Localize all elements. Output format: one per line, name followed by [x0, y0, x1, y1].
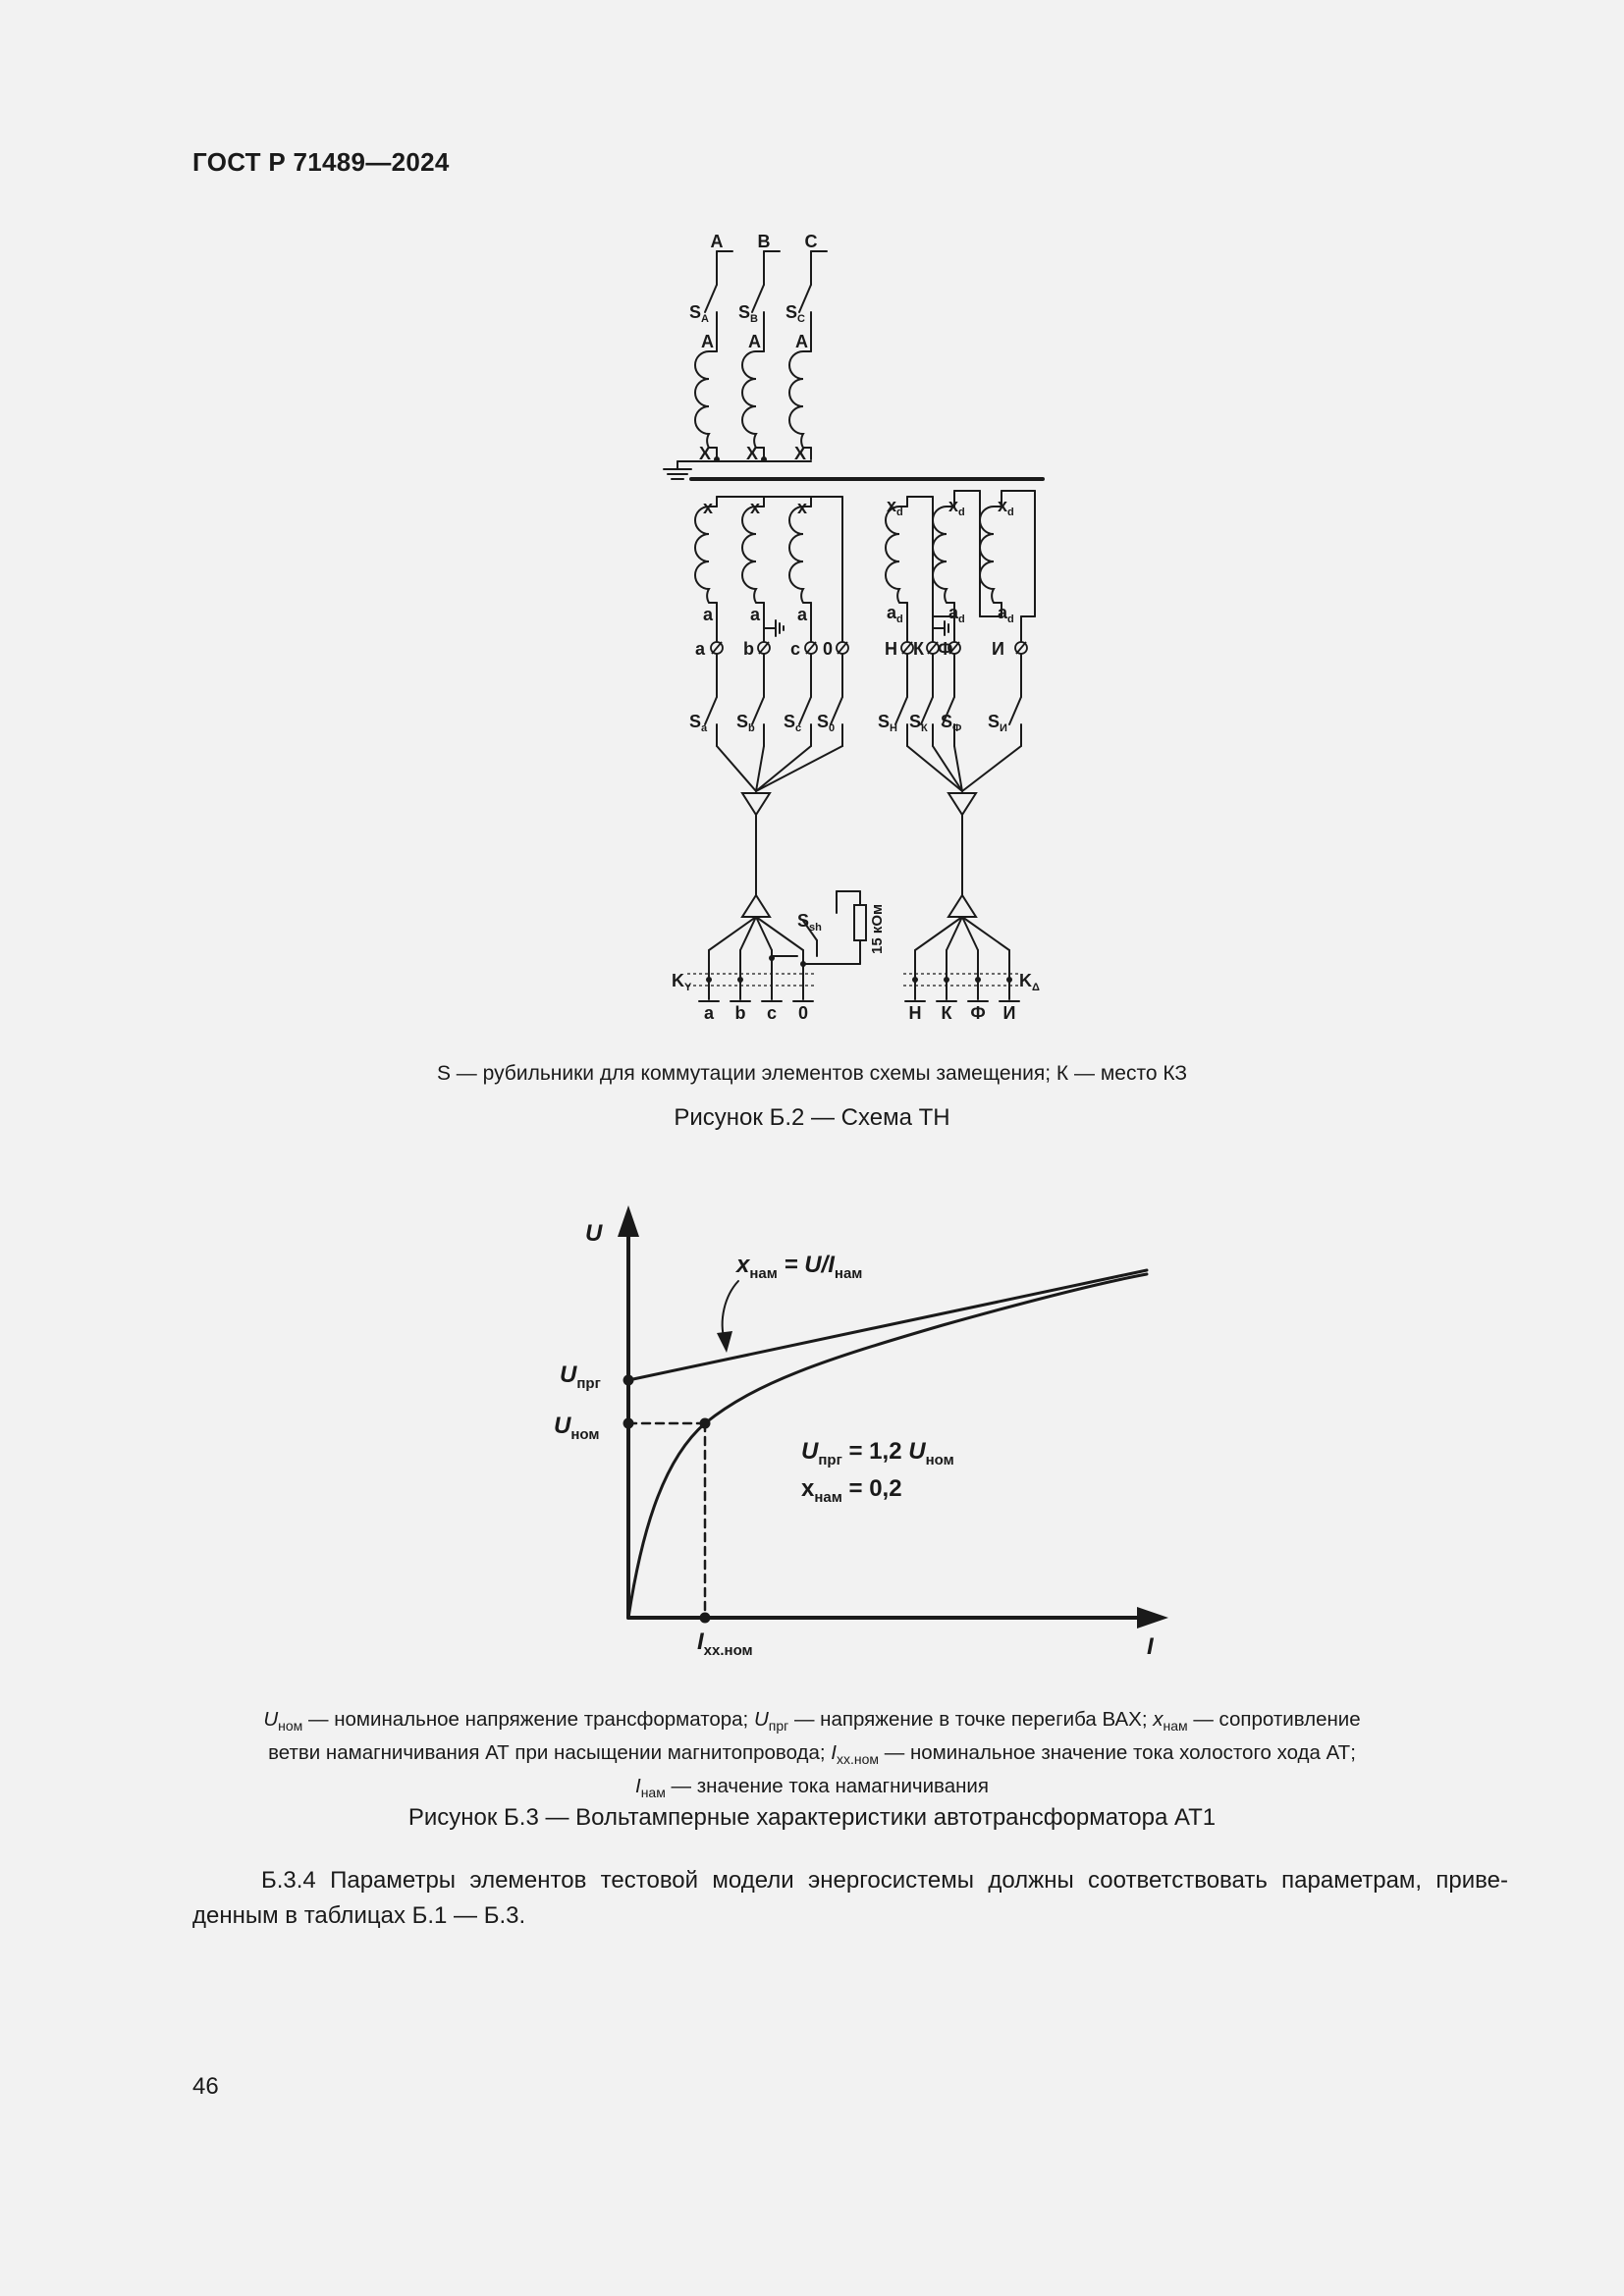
coil-label: A: [795, 332, 808, 351]
switch-label: $S_0$: [817, 712, 836, 734]
paragraph-line: Б.3.4 Параметры элементов тестовой модели энергосистемы должны соответствовать параметрам, приве-: [261, 1867, 1508, 1894]
switch-label: $S_b$: [736, 712, 755, 734]
coil-label: x: [750, 498, 761, 517]
terminal-label: Ф: [938, 639, 953, 659]
phase-label: C: [804, 232, 818, 251]
page-number: 46: [192, 2073, 219, 2100]
saturation-line: [628, 1270, 1147, 1380]
terminal-label: a: [695, 639, 706, 659]
i-xx-point: [700, 1613, 711, 1624]
bus-label: a: [703, 1003, 715, 1023]
document-header: ГОСТ Р 71489—2024: [192, 147, 450, 177]
terminal-label: И: [992, 639, 1004, 659]
switch-label: $S_B$: [738, 302, 758, 325]
figure-b3-vac-plot: [0, 1178, 1624, 1688]
bus-label: К: [941, 1003, 952, 1023]
x-nam-line-label: $x_{нам} = U/I_{нам}$: [736, 1252, 863, 1282]
figure-b3-caption: Рисунок Б.3 — Вольтамперные характеристики автотрансформатора АТ1: [407, 1804, 1217, 1831]
switch-label: $S_{sh}$: [797, 911, 822, 934]
y-axis-arrow: [618, 1205, 639, 1237]
terminal-label: К: [913, 639, 924, 659]
switch-label: $S_К$: [909, 712, 928, 734]
coil-label: $x_d$: [948, 496, 965, 518]
figure-b3-legend: $U_{ном}$ — номинальное напряжение трансформатора; $U_{прг}$ — напряжение в точке перегиба ВАХ; $x_{нам}$ — сопротивление ветви намагничивания АТ при насыщении магнитопровода; $I_{xx.ном}$ — номинальное значение тока холостого хода АТ; $I_{нам}$ — значение тока намагничивания: [263, 1708, 1361, 1801]
u-nom-label: $U_{ном}$: [554, 1413, 600, 1443]
switch-label: $S_A$: [689, 302, 709, 325]
resistor-label: 15 кОм: [869, 903, 886, 954]
bus-label: И: [1002, 1003, 1016, 1023]
u-prg-point: [623, 1375, 634, 1386]
switch-label: $S_a$: [689, 712, 708, 734]
bus-label: Н: [908, 1003, 922, 1023]
terminal-label: b: [743, 639, 754, 659]
figure-b2-note: S — рубильники для коммутации элементов схемы замещения; К — место КЗ: [436, 1062, 1188, 1085]
i-xx-label: $I_{xx.ном}$: [697, 1629, 753, 1659]
terminal-label: c: [790, 639, 801, 659]
coil-label: A: [701, 332, 714, 351]
formula-u-prg: $U_{прг} = 1,2$ $U_{ном}$: [801, 1438, 954, 1468]
terminal-label: Н: [885, 639, 897, 659]
bus-label: 0: [797, 1003, 809, 1023]
x-axis-label: I: [1147, 1633, 1154, 1660]
phase-label: A: [710, 232, 724, 251]
coil-label: X: [746, 444, 759, 463]
coil-label: $a_d$: [948, 603, 965, 625]
switch-label: $S_C$: [785, 302, 805, 325]
bus-label: Ф: [970, 1003, 986, 1023]
coil-label: $x_d$: [998, 496, 1014, 518]
switch-label: $S_И$: [988, 712, 1007, 734]
fault-label: $K_\Delta$: [1019, 971, 1040, 993]
coil-label: X: [794, 444, 807, 463]
x-axis-arrow: [1137, 1607, 1168, 1629]
coil-label: a: [750, 605, 761, 624]
coil-label: X: [699, 444, 712, 463]
switch-label: $S_c$: [784, 712, 802, 734]
coil-label: $a_d$: [887, 603, 903, 625]
knee-point: [700, 1418, 711, 1429]
coil-label: x: [797, 498, 808, 517]
switch-label: $S_Ф$: [941, 712, 962, 734]
terminal-label: 0: [823, 639, 834, 659]
formula-x-nam: $x_{нам} = 0,2$: [801, 1475, 902, 1506]
coil-label: a: [797, 605, 808, 624]
u-nom-point: [623, 1418, 634, 1429]
y-axis-label: U: [585, 1220, 603, 1247]
coil-label: a: [703, 605, 714, 624]
coil-label: $x_d$: [887, 496, 903, 518]
switch-label: $S_Н$: [878, 712, 897, 734]
paragraph-line: денным в таблицах Б.1 — Б.3.: [192, 1902, 526, 1929]
bus-label: c: [766, 1003, 778, 1023]
coil-label: A: [748, 332, 761, 351]
body-paragraph: [192, 1863, 1508, 1934]
figure-b2-caption: Рисунок Б.2 — Схема ТН: [674, 1104, 950, 1131]
u-prg-label: $U_{прг}$: [560, 1362, 601, 1392]
coil-label: $a_d$: [998, 603, 1014, 625]
coil-label: x: [703, 498, 714, 517]
bus-label: b: [734, 1003, 746, 1023]
phase-label: B: [757, 232, 771, 251]
fault-label: $K_Y$: [672, 971, 692, 993]
figure-b2-schematic: [0, 0, 1624, 1041]
